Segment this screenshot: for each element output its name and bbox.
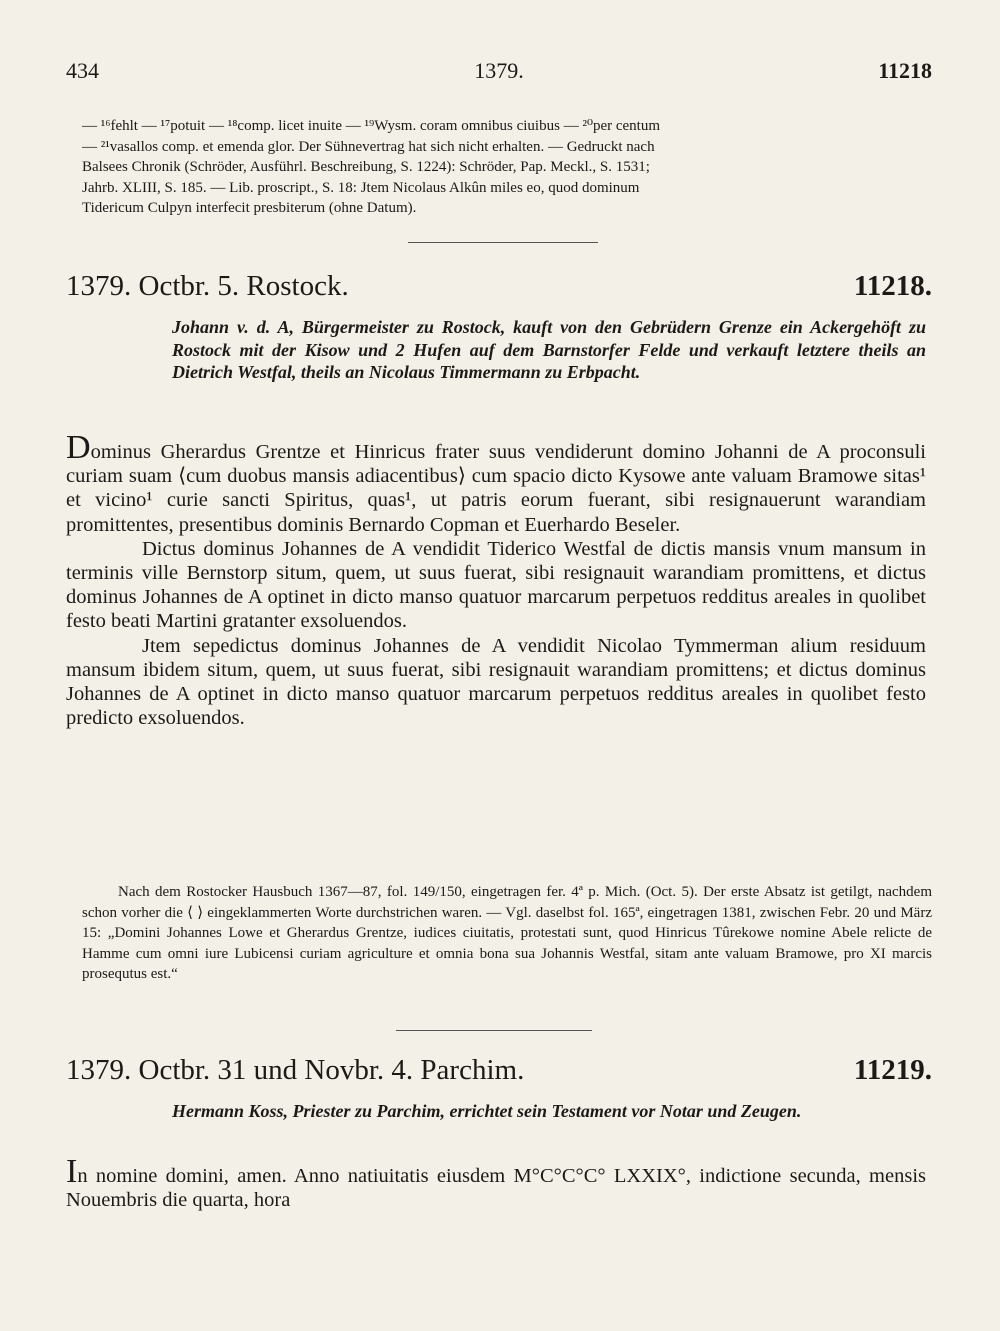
footnote-line: — ¹⁶fehlt — ¹⁷potuit — ¹⁸comp. licet inuite — ¹⁹Wysm. coram omnibus ciuibus — ²⁰per centum [82, 118, 661, 134]
charter-heading-11218 [66, 270, 932, 306]
running-head [66, 58, 932, 88]
running-charter-number: 11218 [878, 58, 932, 83]
running-year: 1379. [474, 58, 524, 83]
footnote-line: Tidericum Culpyn interfecit presbiterum (ohne Datum). [82, 200, 417, 216]
body-paragraph: In nomine domini, amen. Anno natiuitatis eiusdem M°C°C°C° LXXIX°, indictione secunda, mensis Nouembris die quarta, hora [66, 1153, 926, 1212]
charter-regest: Johann v. d. A, Bürgermeister zu Rostock, kauft von den Gebrüdern Grenze ein Ackergehöft zu Rostock mit der Kisow und 2 Hufen auf dem Barnstorfer Felde und verkauft letztere theils an Dietrich Westfal, theils an Nicolaus Timmermann zu Erbpacht. [172, 317, 926, 382]
section-divider [396, 1030, 592, 1031]
body-paragraph: Dictus dominus Johannes de A vendidit Tiderico Westfal de dictis mansis vnum mansum in terminis ville Bernstorp situm, quem, ut suus fuerat, sibi resignauit warandiam promittens, et dictus dominus Johannes de A optinet in dicto manso quatuor marcarum perpetuos redditus areales in quolibet festo beati Martini gratanter exsoluendos. [66, 537, 926, 633]
charter-heading-11219 [66, 1054, 932, 1090]
charter-number: 11219. [853, 1054, 932, 1086]
initial-letter: I [66, 1153, 78, 1190]
footnote-line: Balsees Chronik (Schröder, Ausführl. Beschreibung, S. 1224): Schröder, Pap. Meckl., S. 1531; [82, 159, 650, 175]
initial-letter: D [66, 429, 91, 466]
source-note: Nach dem Rostocker Hausbuch 1367—87, fol. 149/150, eingetragen fer. 4ª p. Mich. (Oct. 5). Der erste Absatz ist getilgt, nachdem schon vorher die ⟨ ⟩ eingeklammerten Worte durchstrichen waren. — Vgl. daselbst fol. 165ª, eingetragen 1381, zwischen Febr. 20 und März 15: „Domini Johannes Lowe et Gherardus Grentze, iudices ciuitatis, protestati sunt, quod Hinricus Tûrekowe nomine Abele relicte de Hamme cum omni iure Lubicensi curiam agriculture et omnia bona sua Johannis Westfal, sitam ante valuam Bramowe, pro XI marcis prosequtus est.“ [82, 884, 932, 982]
charter-body-11219 [66, 1153, 926, 1212]
footnotes-previous-charter [82, 116, 932, 219]
body-paragraph: Jtem sepedictus dominus Johannes de A vendidit Nicolao Tymmerman alium residuum mansum ibidem situm, quem, ut suus fuerat, sibi resignauit warandiam promittens; et dictus dominus Johannes de A optinet in dicto manso quatuor marcarum perpetuos redditus areales in quolibet festo predicto exsoluendos. [66, 634, 926, 730]
charter-date-place: 1379. Octbr. 5. Rostock. [66, 270, 349, 302]
body-paragraph: Dominus Gherardus Grentze et Hinricus frater suus vendiderunt domino Johanni de A proconsuli curiam suam ⟨cum duobus mansis adiacentibus⟩ cum spacio dicto Kysowe ante valuam Bramowe sitas¹ et vicino¹ curie sancti Spiritus, quas¹, ut patris eorum fuerant, sibi resignauerunt warandiam promittentes, presentibus dominis Bernardo Copman et Euerhardo Beseler. [66, 429, 926, 536]
section-divider [408, 242, 598, 243]
charter-number: 11218. [853, 270, 932, 302]
footnote-line: Jahrb. XLIII, S. 185. — Lib. proscript., S. 18: Jtem Nicolaus Alkûn miles eo, quod dominum [82, 179, 640, 196]
page-number: 434 [66, 58, 99, 83]
charter-body-11218 [66, 429, 926, 730]
charter-date-place: 1379. Octbr. 31 und Novbr. 4. Parchim. [66, 1054, 525, 1086]
charter-regest: Hermann Koss, Priester zu Parchim, errichtet sein Testament vor Notar und Zeugen. [172, 1101, 802, 1121]
footnote-line: — ²¹vasallos comp. et emenda glor. Der Sühnevertrag hat sich nicht erhalten. — Gedruckt nach [82, 138, 655, 155]
